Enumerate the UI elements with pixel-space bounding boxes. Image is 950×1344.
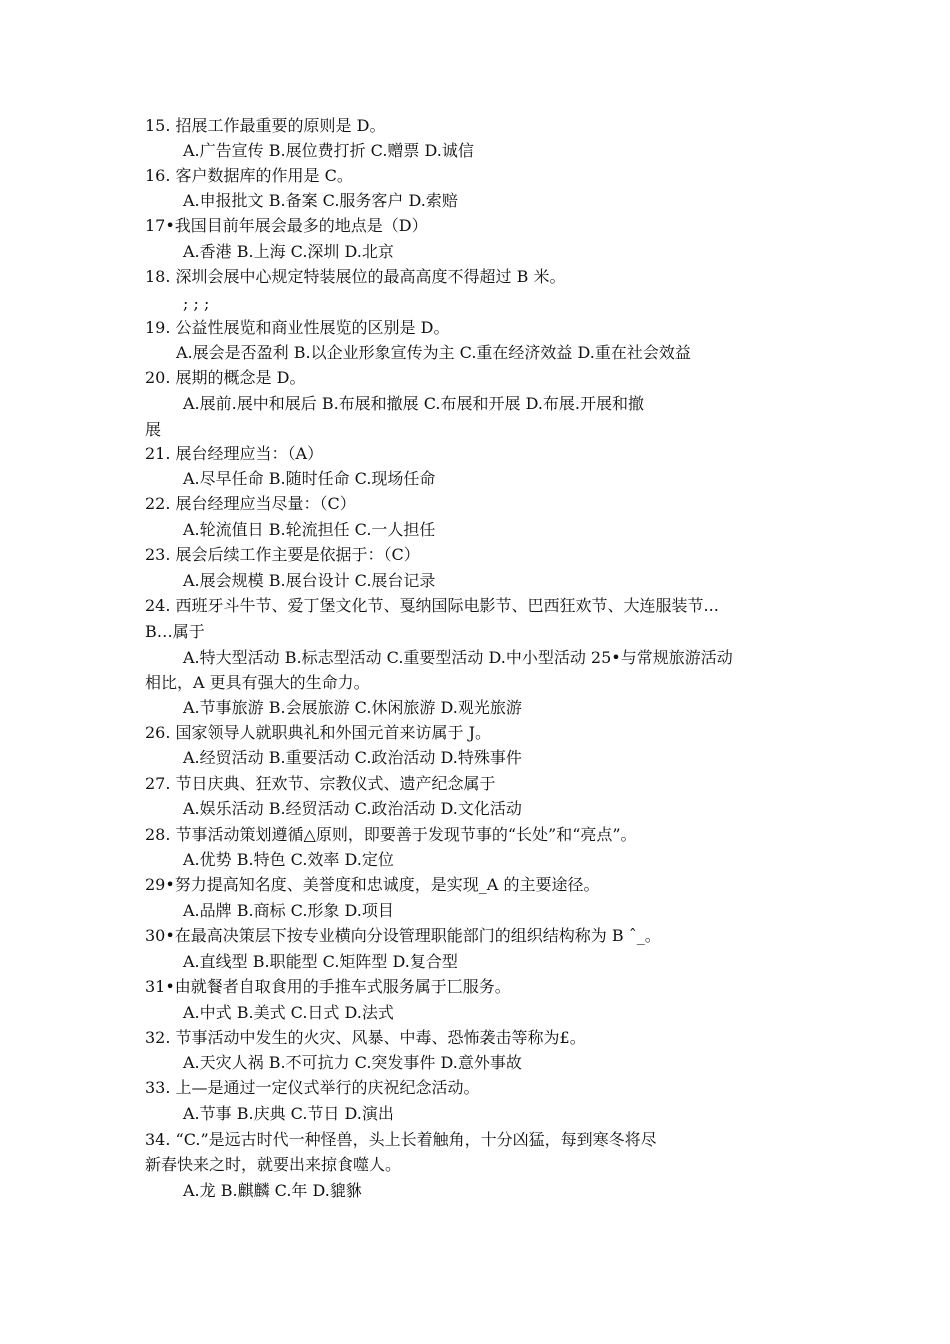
options-21: A.尽早任命 B.随时任命 C.现场任命 bbox=[183, 469, 436, 488]
options-34: A.龙 B.麒麟 C.年 D.貔貅 bbox=[183, 1181, 362, 1200]
options-26: A.经贸活动 B.重要活动 C.政治活动 D.特殊事件 bbox=[183, 748, 522, 767]
options-22: A.轮流值日 B.轮流担任 C.一人担任 bbox=[183, 520, 436, 539]
options-33: A.节事 B.庆典 C.节日 D.演出 bbox=[183, 1104, 394, 1123]
question-33: 33. 上—是通过一定仪式举行的庆祝纪念活动。 bbox=[145, 1078, 480, 1097]
options-17: A.香港 B.上海 C.深圳 D.北京 bbox=[183, 242, 394, 261]
question-32: 32. 节事活动中发生的火灾、风暴、中毒、恐怖袭击等称为£。 bbox=[145, 1028, 586, 1047]
options-16: A.申报批文 B.备案 C.服务客户 D.索赔 bbox=[183, 191, 458, 210]
question-20: 20. 展期的概念是 D。 bbox=[145, 368, 306, 387]
options-23: A.展会规模 B.展台设计 C.展台记录 bbox=[183, 571, 436, 590]
options-27: A.娱乐活动 B.经贸活动 C.政治活动 D.文化活动 bbox=[183, 799, 522, 818]
options-20: A.展前.展中和展后 B.布展和撤展 C.布展和开展 D.布展.开展和撤 bbox=[183, 394, 645, 413]
question-34-continued: 新春快来之时，就要出来掠食噬人。 bbox=[145, 1155, 402, 1174]
question-27: 27. 节日庆典、狂欢节、宗教仪式、遗产纪念属于 bbox=[145, 774, 496, 793]
question-15: 15. 招展工作最重要的原则是 D。 bbox=[145, 116, 386, 135]
options-20-continued: 展 bbox=[145, 420, 162, 439]
question-29: 29•努力提高知名度、美誉度和忠诚度，是实现_A 的主要途径。 bbox=[145, 875, 600, 894]
options-31: A.中式 B.美式 C.日式 D.法式 bbox=[183, 1003, 394, 1022]
question-24-continued: B…属于 bbox=[145, 622, 205, 641]
question-18: 18. 深圳会展中心规定特装展位的最高高度不得超过 B 米。 bbox=[145, 267, 566, 286]
question-23: 23. 展会后续工作主要是依据于：（C） bbox=[145, 545, 420, 564]
options-19: A.展会是否盈利 B.以企业形象宣传为主 C.重在经济效益 D.重在社会效益 bbox=[176, 343, 691, 362]
question-19: 19. 公益性展览和商业性展览的区别是 D。 bbox=[145, 318, 450, 337]
options-25: A.节事旅游 B.会展旅游 C.休闲旅游 D.观光旅游 bbox=[183, 698, 522, 717]
question-22: 22. 展台经理应当尽量：（C） bbox=[145, 494, 356, 513]
options-18: ; ; ; bbox=[183, 294, 210, 313]
question-34: 34. “C.”是远古时代一种怪兽，头上长着触角，十分凶猛，每到寒冬将尽 bbox=[145, 1130, 657, 1149]
options-15: A.广告宣传 B.展位费打折 C.赠票 D.诚信 bbox=[183, 141, 474, 160]
options-32: A.天灾人祸 B.不可抗力 C.突发事件 D.意外事故 bbox=[183, 1053, 522, 1072]
question-21: 21. 展台经理应当：（A） bbox=[145, 444, 324, 463]
question-31: 31•由就餐者自取食用的手推车式服务属于匸服务。 bbox=[145, 977, 511, 996]
question-17: 17•我国目前年展会最多的地点是（D） bbox=[145, 216, 428, 235]
options-29: A.品牌 B.商标 C.形象 D.项目 bbox=[183, 901, 394, 920]
options-28: A.优势 B.特色 C.效率 D.定位 bbox=[183, 850, 394, 869]
options-24-question-25: A.特大型活动 B.标志型活动 C.重要型活动 D.中小型活动 25•与常规旅游活动 bbox=[183, 648, 733, 667]
question-26: 26. 国家领导人就职典礼和外国元首来访属于 J。 bbox=[145, 723, 492, 742]
options-30: A.直线型 B.职能型 C.矩阵型 D.复合型 bbox=[183, 952, 458, 971]
question-24: 24. 西班牙斗牛节、爱丁堡文化节、戛纳国际电影节、巴西狂欢节、大连服装节... bbox=[145, 596, 719, 615]
question-28: 28. 节事活动策划遵循△原则，即要善于发现节事的“长处”和“亮点”。 bbox=[145, 825, 637, 844]
question-16: 16. 客户数据库的作用是 C。 bbox=[145, 166, 353, 185]
question-25-continued: 相比，A 更具有强大的生命力。 bbox=[145, 673, 370, 692]
question-30: 30•在最高决策层下按专业横向分设管理职能部门的组织结构称为 B ˆ_。 bbox=[145, 926, 661, 945]
